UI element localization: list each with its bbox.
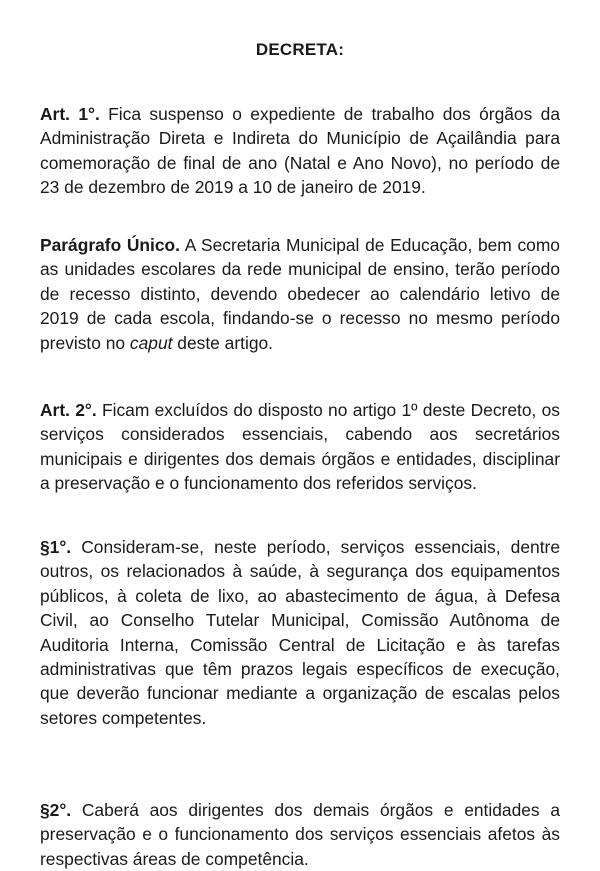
section-1-text: Consideram-se, neste período, serviços essenciais, dentre outros, os relacionados à saúde, à segurança dos equipamentos públicos, à coleta de lixo, ao abastecimento de água, à Defesa Civil, ao Conselho Tutelar Municipal, Comissão Autônoma de Auditoria Interna, Comissão Central de Licitação e às tarefas administrativas que têm prazos legais específicos de execução, que deverão funcionar mediante a organização de escalas pelos setores competentes.: [40, 537, 560, 728]
article-1-label: Art. 1°.: [40, 104, 100, 124]
article-2-text: Ficam excluídos do disposto no artigo 1º deste Decreto, os serviços considerados essenciais, cabendo aos secretários municipais e dirigentes dos demais órgãos e entidades, disciplinar a preservação e o funcionamento dos referidos serviços.: [40, 400, 560, 494]
paragrafo-unico-text: A Secretaria Municipal de Educação, bem como as unidades escolares da rede municipal de ensino, terão período de recesso distinto, devendo obedecer ao calendário letivo de 2019 de cada escola, findando-se o recesso no mesmo período previsto no: [40, 235, 560, 353]
paragrafo-unico: [40, 233, 560, 355]
section-1-label: §1°.: [40, 537, 72, 557]
caput-term: caput: [129, 332, 173, 353]
article-1: [40, 102, 560, 200]
decree-heading: DECRETA:: [255, 40, 345, 59]
article-2: [40, 398, 560, 496]
section-2-label: §2°.: [40, 800, 72, 820]
section-2-text: Caberá aos dirigentes dos demais órgãos e entidades a preservação e o funcionamento dos serviços essenciais afetos às respectivas áreas de competência.: [40, 800, 560, 869]
paragrafo-unico-text-end: deste artigo.: [172, 332, 273, 353]
article-2-label: Art. 2°.: [40, 400, 97, 420]
article-1-text: Fica suspenso o expediente de trabalho dos órgãos da Administração Direta e Indireta do Município de Açailândia para comemoração de final de ano (Natal e Ano Novo), no período de 23 de dezembro de 2019 a 10 de janeiro de 2019.: [40, 104, 561, 198]
paragrafo-unico-label: Parágrafo Único.: [40, 235, 180, 255]
section-1: [40, 535, 560, 730]
section-2: [40, 798, 560, 871]
